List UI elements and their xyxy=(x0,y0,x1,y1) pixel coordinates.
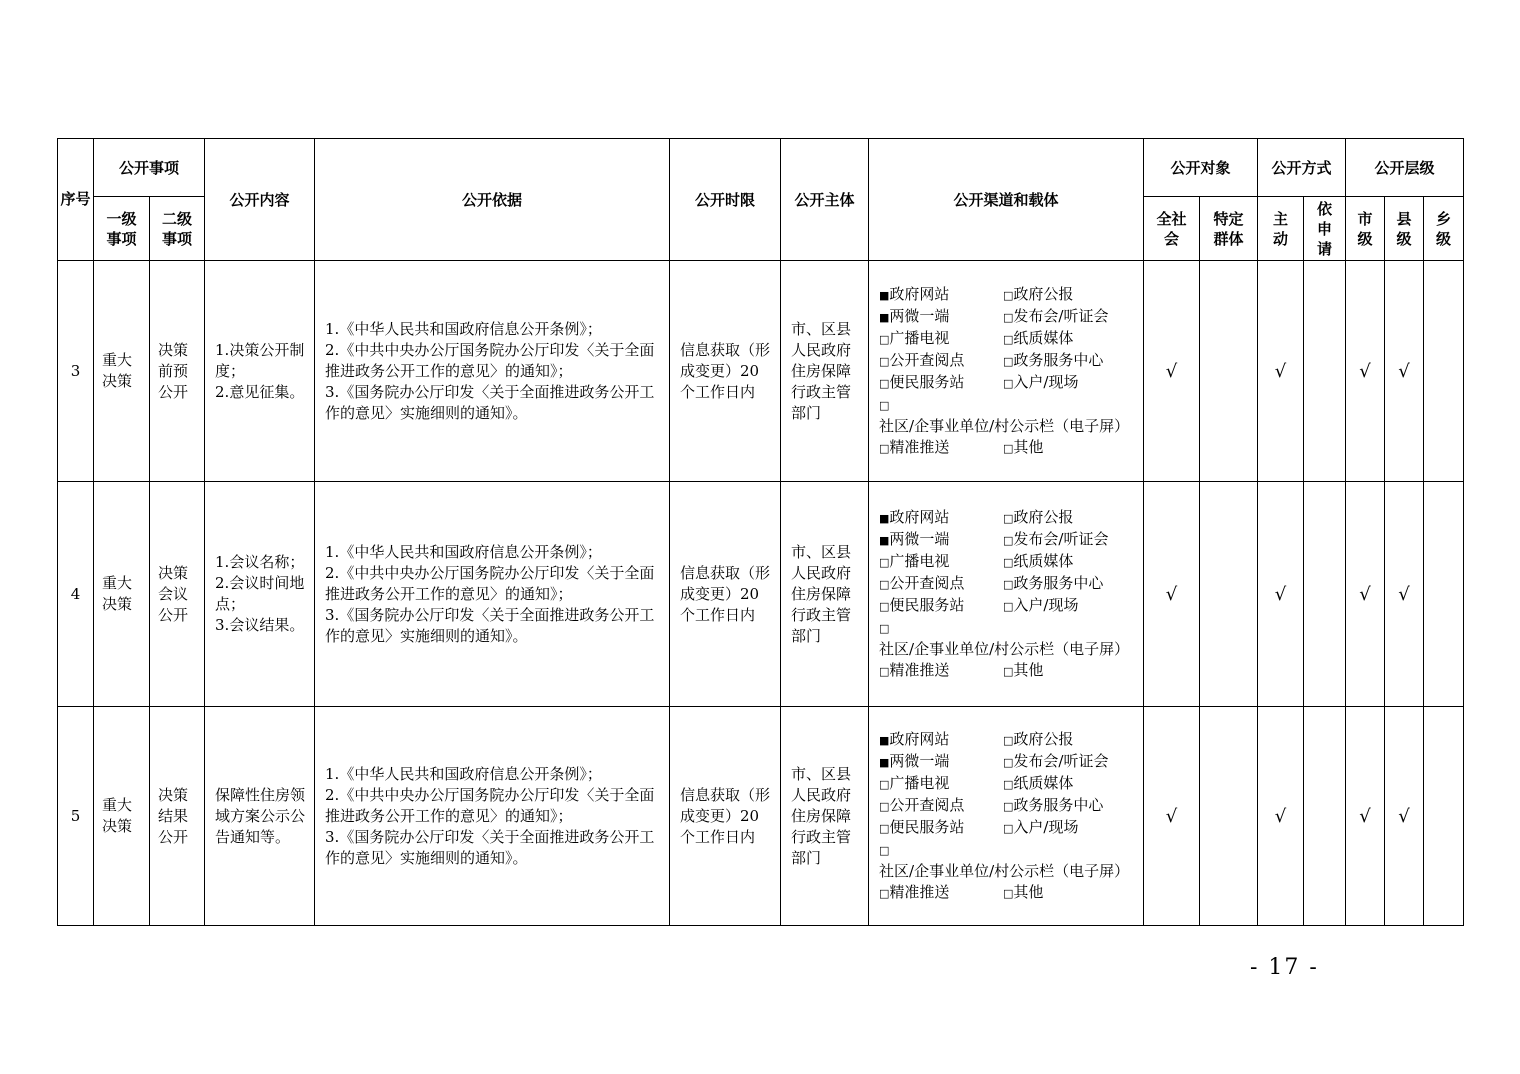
channel-option: □广播电视 xyxy=(879,551,950,570)
channel-option: □公开查阅点 xyxy=(879,795,965,814)
checkbox-mark: □ xyxy=(879,577,890,591)
basis-line: 2.《中共中央办公厅国务院办公厅印发〈关于全面推进政务公开工作的意见〉的通知》； xyxy=(325,340,655,380)
cell-channels xyxy=(869,261,1144,482)
channel-option: □精准推送 xyxy=(879,882,950,901)
checkbox-mark: ■ xyxy=(879,733,890,747)
channel-option: ■政府网站 xyxy=(879,284,950,303)
channel-option: ■政府网站 xyxy=(879,507,950,526)
checkbox-mark: □ xyxy=(879,376,890,390)
cell-method-active: √ xyxy=(1258,261,1304,482)
channel-option: □政府公报 xyxy=(1003,284,1074,303)
header-target-group: 公开对象 xyxy=(1144,139,1258,197)
cell-level2: 决策前预公开 xyxy=(150,261,205,482)
checkbox-mark: □ xyxy=(879,621,890,635)
cell-basis xyxy=(315,482,670,707)
checkbox-mark: □ xyxy=(1003,441,1014,455)
disclosure-table xyxy=(57,138,1464,926)
channel-option: □入户/现场 xyxy=(1003,595,1079,614)
cell-method-apply xyxy=(1304,482,1346,707)
channel-option: ■两微一端 xyxy=(879,751,950,770)
channel-option: □精准推送 xyxy=(879,660,950,679)
checkbox-mark: ■ xyxy=(879,511,890,525)
header-channels: 公开渠道和载体 xyxy=(869,139,1144,261)
cell-target-specific xyxy=(1200,482,1258,707)
cell-time-limit: 信息获取（形成变更）20个工作日内 xyxy=(670,482,781,707)
cell-subject: 市、区县人民政府住房保障行政主管部门 xyxy=(781,707,869,926)
header-level-group: 公开层级 xyxy=(1346,139,1464,197)
header-items-group: 公开事项 xyxy=(94,139,205,197)
channel-option: □社区/企事业单位/村公示栏（电子屏） xyxy=(879,843,1130,880)
basis-line: 3.《国务院办公厅印发〈关于全面推进政务公开工作的意见〉实施细则的通知》。 xyxy=(325,605,655,645)
cell-subject: 市、区县人民政府住房保障行政主管部门 xyxy=(781,482,869,707)
header-subject: 公开主体 xyxy=(781,139,869,261)
cell-level-county: √ xyxy=(1385,261,1424,482)
cell-time-limit: 信息获取（形成变更）20个工作日内 xyxy=(670,707,781,926)
table-row xyxy=(58,482,1464,707)
cell-level-city: √ xyxy=(1346,482,1385,707)
cell-content xyxy=(205,707,315,926)
header-content: 公开内容 xyxy=(205,139,315,261)
checkbox-mark: □ xyxy=(1003,310,1014,324)
header-method-active: 主动 xyxy=(1258,197,1304,261)
channel-option: □社区/企事业单位/村公示栏（电子屏） xyxy=(879,621,1130,658)
header-level-city: 市级 xyxy=(1346,197,1385,261)
content-line: 2.意见征集。 xyxy=(215,382,305,401)
checkbox-mark: ■ xyxy=(879,310,890,324)
cell-level-county: √ xyxy=(1385,707,1424,926)
basis-line: 1.《中华人民共和国政府信息公开条例》； xyxy=(325,764,602,783)
cell-method-apply xyxy=(1304,707,1346,926)
cell-channels xyxy=(869,707,1144,926)
cell-basis xyxy=(315,707,670,926)
cell-level1: 重大决策 xyxy=(94,482,150,707)
channel-option: □发布会/听证会 xyxy=(1003,529,1109,548)
cell-seq: 5 xyxy=(58,707,94,926)
cell-level2: 决策会议公开 xyxy=(150,482,205,707)
channel-option: □其他 xyxy=(1003,882,1044,901)
channel-option: □政府公报 xyxy=(1003,729,1074,748)
header-target-all: 全社会 xyxy=(1144,197,1200,261)
channel-option: □便民服务站 xyxy=(879,595,965,614)
channel-option: □公开查阅点 xyxy=(879,573,965,592)
header-time-limit: 公开时限 xyxy=(670,139,781,261)
header-level-town: 乡级 xyxy=(1424,197,1464,261)
header-method-apply: 依申请 xyxy=(1304,197,1346,261)
basis-line: 3.《国务院办公厅印发〈关于全面推进政务公开工作的意见〉实施细则的通知》。 xyxy=(325,827,655,867)
checkbox-mark: □ xyxy=(1003,354,1014,368)
cell-level-town xyxy=(1424,261,1464,482)
header-level1: 一级事项 xyxy=(94,197,150,261)
channel-option: □便民服务站 xyxy=(879,372,965,391)
header-method-group: 公开方式 xyxy=(1258,139,1346,197)
channel-option: □其他 xyxy=(1003,660,1044,679)
checkbox-mark: □ xyxy=(879,664,890,678)
header-level-county: 县级 xyxy=(1385,197,1424,261)
checkbox-mark: □ xyxy=(1003,511,1014,525)
channel-option: □广播电视 xyxy=(879,773,950,792)
cell-content xyxy=(205,482,315,707)
channel-option: □纸质媒体 xyxy=(1003,551,1074,570)
content-line: 保障性住房领域方案公示公告通知等。 xyxy=(215,785,306,846)
cell-method-active: √ xyxy=(1258,707,1304,926)
channel-option: □发布会/听证会 xyxy=(1003,751,1109,770)
cell-level-county: √ xyxy=(1385,482,1424,707)
checkbox-mark: □ xyxy=(879,777,890,791)
cell-level1: 重大决策 xyxy=(94,261,150,482)
channel-option: □发布会/听证会 xyxy=(1003,306,1109,325)
cell-channels xyxy=(869,482,1144,707)
cell-level2: 决策结果公开 xyxy=(150,707,205,926)
cell-target-specific xyxy=(1200,261,1258,482)
checkbox-mark: □ xyxy=(1003,288,1014,302)
checkbox-mark: □ xyxy=(879,843,890,857)
cell-time-limit: 信息获取（形成变更）20个工作日内 xyxy=(670,261,781,482)
checkbox-mark: □ xyxy=(1003,664,1014,678)
cell-subject: 市、区县人民政府住房保障行政主管部门 xyxy=(781,261,869,482)
checkbox-mark: ■ xyxy=(879,755,890,769)
header-target-specific: 特定群体 xyxy=(1200,197,1258,261)
checkbox-mark: ■ xyxy=(879,533,890,547)
checkbox-mark: □ xyxy=(879,332,890,346)
channel-option: □入户/现场 xyxy=(1003,817,1079,836)
checkbox-mark: □ xyxy=(1003,577,1014,591)
cell-target-all: √ xyxy=(1144,261,1200,482)
basis-line: 1.《中华人民共和国政府信息公开条例》； xyxy=(325,319,602,338)
cell-content xyxy=(205,261,315,482)
channel-option: □便民服务站 xyxy=(879,817,965,836)
channel-option: ■政府网站 xyxy=(879,729,950,748)
checkbox-mark: □ xyxy=(879,354,890,368)
channel-option: □纸质媒体 xyxy=(1003,773,1074,792)
checkbox-mark: □ xyxy=(879,398,890,412)
channel-option: □政务服务中心 xyxy=(1003,573,1104,592)
cell-target-all: √ xyxy=(1144,482,1200,707)
checkbox-mark: □ xyxy=(1003,533,1014,547)
checkbox-mark: □ xyxy=(879,599,890,613)
cell-level-town xyxy=(1424,707,1464,926)
checkbox-mark: □ xyxy=(879,555,890,569)
table-row xyxy=(58,707,1464,926)
cell-level1: 重大决策 xyxy=(94,707,150,926)
cell-target-specific xyxy=(1200,707,1258,926)
cell-level-town xyxy=(1424,482,1464,707)
checkbox-mark: □ xyxy=(879,821,890,835)
cell-method-active: √ xyxy=(1258,482,1304,707)
content-line: 1.会议名称； xyxy=(215,553,305,571)
table-row xyxy=(58,261,1464,482)
checkbox-mark: □ xyxy=(1003,332,1014,346)
header-basis: 公开依据 xyxy=(315,139,670,261)
basis-line: 3.《国务院办公厅印发〈关于全面推进政务公开工作的意见〉实施细则的通知》。 xyxy=(325,382,655,422)
cell-basis xyxy=(315,261,670,482)
content-line: 1.决策公开制度； xyxy=(215,340,305,380)
channel-option: □其他 xyxy=(1003,437,1044,456)
content-line: 3.会议结果。 xyxy=(215,616,305,634)
checkbox-mark: □ xyxy=(1003,376,1014,390)
basis-line: 1.《中华人民共和国政府信息公开条例》； xyxy=(325,542,602,561)
channel-option: □纸质媒体 xyxy=(1003,328,1074,347)
checkbox-mark: □ xyxy=(879,886,890,900)
checkbox-mark: □ xyxy=(879,441,890,455)
cell-seq: 3 xyxy=(58,261,94,482)
channel-option: □精准推送 xyxy=(879,437,950,456)
channel-option: ■两微一端 xyxy=(879,306,950,325)
checkbox-mark: □ xyxy=(1003,599,1014,613)
content-line: 2.会议时间地点； xyxy=(215,574,305,613)
page-number: - 17 - xyxy=(1250,955,1319,980)
channel-option: □政务服务中心 xyxy=(1003,795,1104,814)
cell-seq: 4 xyxy=(58,482,94,707)
header-seq: 序号 xyxy=(58,139,94,261)
basis-line: 2.《中共中央办公厅国务院办公厅印发〈关于全面推进政务公开工作的意见〉的通知》； xyxy=(325,785,655,825)
checkbox-mark: □ xyxy=(1003,799,1014,813)
channel-option: ■两微一端 xyxy=(879,529,950,548)
channel-option: □公开查阅点 xyxy=(879,350,965,369)
checkbox-mark: □ xyxy=(879,799,890,813)
cell-level-city: √ xyxy=(1346,707,1385,926)
checkbox-mark: □ xyxy=(1003,733,1014,747)
checkbox-mark: □ xyxy=(1003,755,1014,769)
checkbox-mark: □ xyxy=(1003,821,1014,835)
basis-line: 2.《中共中央办公厅国务院办公厅印发〈关于全面推进政务公开工作的意见〉的通知》； xyxy=(325,563,655,603)
channel-option: □广播电视 xyxy=(879,328,950,347)
checkbox-mark: ■ xyxy=(879,288,890,302)
cell-level-city: √ xyxy=(1346,261,1385,482)
channel-option: □政府公报 xyxy=(1003,507,1074,526)
cell-target-all: √ xyxy=(1144,707,1200,926)
checkbox-mark: □ xyxy=(1003,555,1014,569)
channel-option: □政务服务中心 xyxy=(1003,350,1104,369)
checkbox-mark: □ xyxy=(1003,886,1014,900)
header-level2: 二级事项 xyxy=(150,197,205,261)
checkbox-mark: □ xyxy=(1003,777,1014,791)
channel-option: □入户/现场 xyxy=(1003,372,1079,391)
channel-option: □社区/企事业单位/村公示栏（电子屏） xyxy=(879,398,1130,435)
cell-method-apply xyxy=(1304,261,1346,482)
